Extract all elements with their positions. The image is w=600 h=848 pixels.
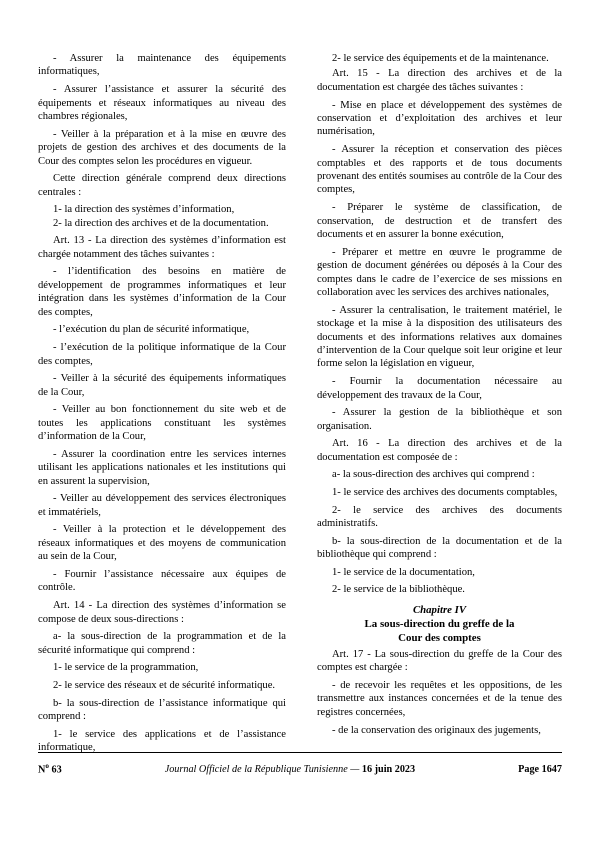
list-item: 2- le service des réseaux et de sécurité informatique. — [53, 679, 276, 691]
issue-value: 63 — [51, 764, 62, 776]
paragraph: - Veiller à la préparation et à la mise en œuvre des projets de gestion des archives et des documents de la Cour des comptes selon les procédures en vigueur. — [38, 128, 286, 167]
paragraph: - Veiller à la sécurité des équipements informatiques de la Cour, — [38, 373, 286, 398]
chapter-heading — [317, 603, 562, 645]
paragraph: - Assurer la coordination entre les services internes utilisant les applications nationales et les institutions qui en assurent la supervision, — [38, 448, 286, 487]
paragraph: - de la conservation des originaux des jugements, — [332, 724, 541, 736]
paragraph: - l’identification des besoins en matière de développement de programmes informatiques et leur intégration dans les systèmes d’information de la Cour des comptes, — [38, 266, 286, 318]
paragraph: - Assurer l’assistance et assurer la sécurité des équipements et réseaux informatiques au niveau des chambres régionales, — [38, 84, 286, 122]
paragraph: - l’exécution du plan de sécurité informatique, — [53, 324, 250, 336]
article-paragraph: Art. 17 - La sous-direction du greffe de la Cour des comptes est chargée : — [317, 648, 562, 674]
list-item: 2- la direction des archives et de la documentation. — [53, 217, 269, 229]
paragraph: - Veiller au développement des services électroniques et immatériels, — [38, 493, 286, 518]
left-column — [38, 52, 286, 754]
footer-row — [38, 762, 562, 775]
list-item: 1- le service des archives des documents comptables, — [332, 487, 558, 499]
paragraph: - Fournir l’assistance nécessaire aux équipes de contrôle. — [38, 569, 286, 594]
article-paragraph: Art. 16 - La direction des archives et de la documentation est composée de : — [317, 438, 562, 463]
paragraph: - Veiller à la protection et le développement des réseaux informatiques et des moyens de communication au sein de la Cour, — [38, 524, 286, 563]
chapter-number: Chapitre IV — [412, 603, 467, 616]
list-item: 1- le service de la programmation, — [53, 662, 199, 674]
list-item: 2- le service des équipements et de la maintenance. — [332, 53, 549, 64]
paragraph: - Assurer la réception et conservation des pièces comptables et des rapports et de tous documents provenant des entités soumises au contrôle de la Cour des comptes, — [317, 144, 562, 196]
article-paragraph: Art. 13 - La direction des systèmes d’information est chargée notamment des tâches suivantes : — [38, 235, 286, 260]
paragraph: - Fournir la documentation nécessaire au développement des travaux de la Cour, — [317, 376, 562, 401]
page-number: Page 1647 — [518, 764, 562, 776]
publication-name: Journal Officiel de la République Tunisienne — — [164, 764, 362, 776]
right-column — [317, 52, 562, 744]
list-item: 1- la direction des systèmes d’information, — [53, 204, 235, 216]
paragraph: - Préparer et mettre en œuvre le programme de gestion de document générées ou déposés à la Cour des comptes dans le cadre de l’exercice de ses missions en collaboration avec les services des archives nationales, — [317, 246, 562, 298]
two-column-body — [38, 52, 562, 754]
issue-prefix: N — [38, 764, 46, 776]
chapter-title-line-1: La sous-direction du greffe de la — [364, 617, 515, 630]
issue-ordinal-mark: o — [45, 762, 49, 770]
article-paragraph: Art. 14 - La direction des systèmes d’information se compose de deux sous-directions : — [38, 600, 286, 625]
list-item: 1- le service des applications et de l’assistance informatique, — [38, 728, 286, 754]
list-item: 2- le service de la bibliothèque. — [332, 584, 465, 596]
list-item: 2- le service des archives des documents administratifs. — [317, 504, 562, 530]
list-item: b- la sous-direction de la documentation et de la bibliothèque qui comprend : — [317, 535, 562, 561]
list-item: b- la sous-direction de l’assistance informatique qui comprend : — [38, 697, 286, 723]
paragraph: - Veiller au bon fonctionnement du site web et de toutes les applications constituant les systèmes d’information de la Cour, — [38, 404, 286, 443]
page-footer — [38, 752, 562, 775]
paragraph: - Assurer la maintenance des équipements informatiques, — [38, 53, 286, 78]
list-item: 1- le service de la documentation, — [332, 566, 475, 578]
issue-number — [38, 762, 62, 775]
publication-line — [62, 764, 518, 775]
paragraph: - Assurer la centralisation, le traitement matériel, le stockage et la mise à la disposition des utilisateurs des documents et des informations relatives aux domaines d’intervention de la Cour quelque soit leur origine et leur forme selon la législation en vigueur, — [317, 304, 562, 370]
paragraph: - Mise en place et développement des systèmes de conservation et d’exploitation des archives et leur numérisation, — [317, 99, 562, 138]
paragraph: Cette direction générale comprend deux directions centrales : — [38, 173, 286, 198]
chapter-title-line-2: Cour des comptes — [398, 631, 481, 644]
paragraph: - Préparer le système de classification, de conservation, de destruction et de transfert des documents et en assurer la bonne exécution, — [317, 202, 562, 240]
publication-date: 16 juin 2023 — [361, 764, 416, 776]
list-item: a- la sous-direction de la programmation et de la sécurité informatique qui comprend : — [38, 631, 286, 656]
footer-divider — [38, 752, 562, 753]
list-item: a- la sous-direction des archives qui comprend : — [332, 469, 535, 481]
paragraph: - Assurer la gestion de la bibliothèque et son organisation. — [317, 407, 562, 432]
article-paragraph: Art. 15 - La direction des archives et de la documentation est chargée des tâches suivantes : — [317, 68, 562, 93]
paragraph: - l’exécution de la politique informatique de la Cour des comptes, — [38, 342, 286, 367]
paragraph: - de recevoir les requêtes et les oppositions, de les transmettre aux instances concernées et de la tenue des registres concernées, — [317, 680, 562, 718]
